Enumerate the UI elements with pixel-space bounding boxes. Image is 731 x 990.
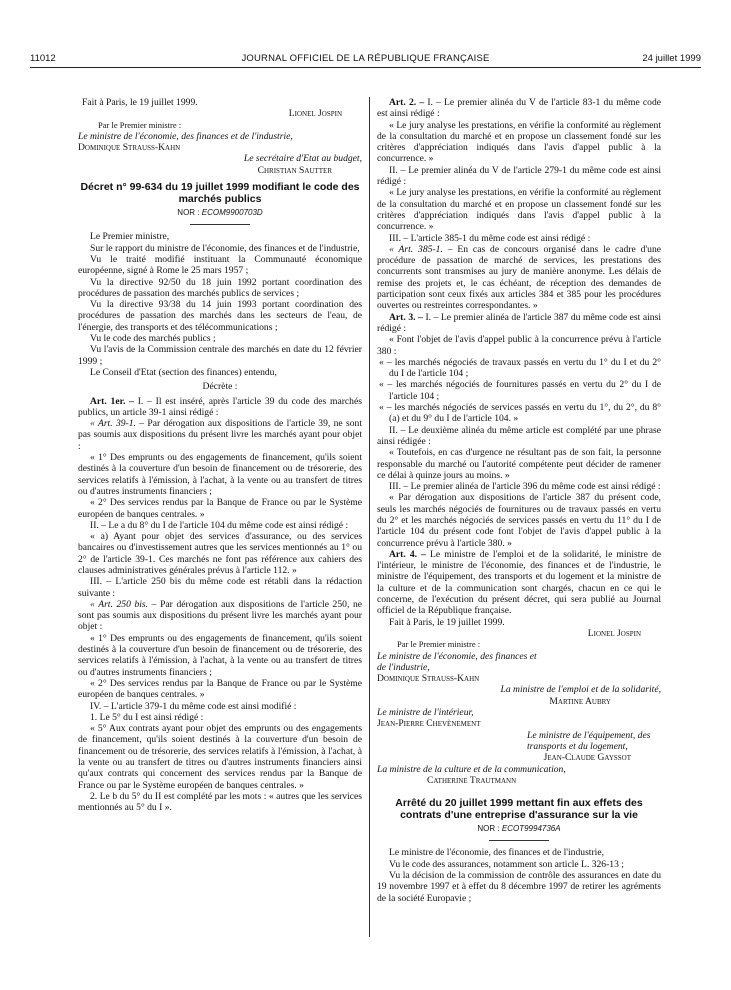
art3-bullet: « – les marchés négociés de services passés en vertu du 1°, du 2°, du 8° (a) et du 9° du I de l'article 104. » <box>379 402 661 425</box>
arrete-visa-line: Le ministre de l'économie, des finances et de l'industrie, <box>389 847 604 859</box>
art1-ii-quote: « a) Ayant pour objet des services d'assurance, ou des services bancaires ou d'investissement autres que les services mentionnés au 1° ou 2° de l'article 39-1. Ces marchés ne font pas référence aux cahiers des clauses administratives générales prévus à l'article 112. » <box>78 531 362 576</box>
art3-i: Art. 3. – I. – Le premier alinéa de l'article 387 du même code est ainsi rédigé : <box>377 311 661 334</box>
fait-a-paris: Fait à Paris, le 19 juillet 1999. <box>82 97 198 108</box>
arrete-visa-line: Vu la décision de la commission de contrôle des assurances en date du 19 novembre 1997 et à effet du 8 décembre 1997 de retirer les agréments de la société Europavie ; <box>377 870 661 904</box>
art1-ii: II. – Le a du 8° du I de l'article 104 du même code est ainsi rédigé : <box>90 519 349 531</box>
art3-i-quote: « Font l'objet de l'avis d'appel public à la concurrence prévu à l'article 380 : <box>377 334 661 357</box>
left-column <box>78 97 362 814</box>
page-header <box>30 53 701 68</box>
visa-line: Le Conseil d'Etat (section des finances) entendu, <box>90 366 277 378</box>
art250bis-p2: « 2° Des services rendus par la Banque de France ou par le Système européen de banques centrales. » <box>78 677 362 701</box>
art2-i: Art. 2. – I. – Le premier alinéa du V de l'article 83-1 du même code est ainsi rédigé : <box>377 97 661 120</box>
signer-pm: Lionel Jospin <box>587 627 641 639</box>
min-int-name: Jean-Pierre Chevènement <box>377 718 481 730</box>
page-number: 11012 <box>30 53 56 64</box>
art3-iii: III. – Le premier alinéa de l'article 396 du même code est ainsi rédigé : <box>389 481 661 493</box>
secr-name: Christian Sautter <box>257 164 332 176</box>
min-culture-name: Catherine Trautmann <box>427 774 517 786</box>
art250bis-p1: « 1° Des emprunts ou des engagements de financement, qu'ils soient destinés à la couverture d'un besoin de financement ou de trésorerie, des services relatifs à l'émission, à l'achat, à la vente ou au transfert de titres ou d'autres instruments financiers ; <box>78 632 362 678</box>
decrete: Décrète : <box>202 381 238 393</box>
art3-bullet: « – les marchés négociés de travaux passés en vertu du 1° du I et du 2° du I de l'article 104 ; <box>379 356 661 380</box>
art1-iv-1: 1. Le 5° du I est ainsi rédigé : <box>90 711 204 723</box>
art2-ii: II. – Le premier alinéa du V de l'article 279-1 du même code est ainsi rédigé : <box>377 164 661 188</box>
art1-iii: III. – L'article 250 bis du même code est rétabli dans la rédaction suivante : <box>78 576 362 599</box>
art2-iii: III. – L'article 385-1 du même code est ainsi rédigé : <box>389 232 591 244</box>
visa-line: Vu le traité modifié instituant la Communauté économique européenne, signé à Rome le 25 mars 1957 ; <box>78 253 362 277</box>
min-emploi-name: Martine Aubry <box>549 695 611 707</box>
secr-title: Le secrétaire d'Etat au budget, <box>243 153 362 165</box>
art1-iv-quote: « 5° Aux contrats ayant pour objet des emprunts ou des engagements de financement, qu'ils soient destinés à la couverture d'un besoin de financement ou de trésorerie, des services relatifs à l'émission, à l'achat, à la vente ou au transfert de titres ou d'autres instruments financiers ainsi qu'aux contrats qui concernent des services rendus par la Banque de France ou par le Système européen de banques centrales. » <box>78 723 362 791</box>
journal-title: JOURNAL OFFICIEL DE LA RÉPUBLIQUE FRANÇAISE <box>241 53 490 64</box>
right-column <box>377 97 661 904</box>
par-le-premier-ministre: Par le Premier ministre : <box>98 119 182 130</box>
arrete-nor: NOR : ECOT9994736A <box>477 824 561 834</box>
min-equip-title: Le ministre de l'équipement, des transports et du logement, <box>527 729 651 752</box>
art3-iii-quote: « Par dérogation aux dispositions de l'article 387 du présent code, seuls les marchés négociés de fournitures ou de travaux passés en vertu du 2° et les marchés négociés de services passés en vertu du 11° du I de l'article 104 du présent code font l'objet de l'avis d'appel public à la concurrence prévu à l'article 380. » <box>377 492 661 549</box>
visa-line: Sur le rapport du ministre de l'économie, des finances et de l'industrie, <box>90 242 360 254</box>
visa-line: Vu la directive 92/50 du 18 juin 1992 portant coordination des procédures de passation des marchés publics de services ; <box>78 276 362 299</box>
art1-iv-2: 2. Le b du 5° du II est complété par les mots : « autres que les services mentionnés au 5° du I ». <box>78 790 362 814</box>
fait-a-paris: Fait à Paris, le 19 juillet 1999. <box>389 616 505 628</box>
art250bis: « Art. 250 bis. – Par dérogation aux dispositions de l'article 250, ne sont pas soumis aux dispositions du présent livre les marchés ayant pour objet : <box>78 598 363 633</box>
column-divider <box>369 97 370 937</box>
issue-date: 24 juillet 1999 <box>642 53 701 64</box>
min-equip-name: Jean-Claude Gayssot <box>543 752 631 764</box>
title-rule <box>489 840 549 841</box>
decret-title: Décret n° 99-634 du 19 juillet 1999 modifiant le code des marchés publics <box>80 181 360 205</box>
visa-line: Vu le code des marchés publics ; <box>90 333 216 345</box>
visa-line: Le Premier ministre, <box>90 231 170 243</box>
art3-ii-quote: « Toutefois, en cas d'urgence ne résultant pas de son fait, la personne responsable du marché ou l'autorité compétente peut décider de ramener ce délai à quinze jours au moins. » <box>377 447 661 481</box>
art4: Art. 4. – Le ministre de l'emploi et de la solidarité, le ministre de l'intérieur, le ministre de l'économie, des finances et de l'industrie, le ministre de l'équipement, des transports et du logement et la ministre de la culture et de la communication sont chargés, chacun en ce qui le concerne, de l'exécution du présent décret, qui sera publié au Journal officiel de la République française. <box>377 548 661 617</box>
arrete-title: Arrêté du 20 juillet 1999 mettant fin aux effets des contrats d'une entreprise d'assurance sur la vie <box>395 797 643 821</box>
par-le-premier-ministre: Par le Premier ministre : <box>397 639 481 650</box>
art2-i-quote: « Le jury analyse les prestations, en vérifie la conformité au règlement de la consultation du marché et en propose un classement fondé sur les critères d'appréciation indiqués dans l'avis d'appel public à la concurrence. » <box>377 119 661 165</box>
art39-1: « Art. 39-1. – Par dérogation aux dispositions de l'article 39, ne sont pas soumis aux dispositions du présent livre les marchés ayant pour objet : <box>78 418 363 452</box>
art3-ii: II. – Le deuxième alinéa du même article est complété par une phrase ainsi rédigée : <box>377 424 661 447</box>
min-eco-title: Le ministre de l'économie, des finances et de l'industrie, <box>78 130 293 142</box>
visa-line: Vu la directive 93/38 du 14 juin 1993 portant coordination des procédures de passation des marchés dans les secteurs de l'eau, de l'énergie, des transports et des télécommunications ; <box>78 299 362 333</box>
decret-nor: NOR : ECOM9900703D <box>177 208 263 218</box>
title-rule <box>190 224 250 225</box>
art39-1-p2: « 2° Des services rendus par la Banque de France ou par le Système européen de banques centrales. » <box>78 497 362 520</box>
min-int-title: Le ministre de l'intérieur, <box>377 707 474 719</box>
art39-1-p1: « 1° Des emprunts ou des engagements de financement, qu'ils soient destinés à la couverture d'un besoin de financement ou de trésorerie, des services relatifs à l'émission, à l'achat, à la vente ou au transfert de titres ou d'autres instruments financiers ; <box>78 452 362 497</box>
min-emploi-title: La ministre de l'emploi et de la solidarité, <box>500 684 661 696</box>
arrete-visa-line: Vu le code des assurances, notamment son article L. 326-13 ; <box>389 858 624 870</box>
min-culture-title: La ministre de la culture et de la communication, <box>377 763 566 775</box>
art3-bullet: « – les marchés négociés de fournitures passés en vertu du 2° du I de l'article 104 ; <box>379 379 661 402</box>
min-eco-title: Le ministre de l'économie, des finances et de l'industrie, <box>377 650 537 673</box>
art1-iv: IV. – L'article 379-1 du même code est ainsi modifié : <box>90 700 297 712</box>
art2-ii-quote: « Le jury analyse les prestations, en vérifie la conformité au règlement de la consultation du marché et en propose un classement fondé sur les critères d'appréciation indiqués dans l'avis d'appel public à la concurrence. » <box>377 187 661 233</box>
art1-i: Art. 1er. – I. – Il est inséré, après l'article 39 du code des marchés publics, un article 39-1 ainsi rédigé : <box>78 395 362 418</box>
min-eco-name: Dominique Strauss-Kahn <box>78 142 181 154</box>
art385-1: « Art. 385-1. – En cas de concours organisé dans le cadre d'une procédure de passation de marché de services, les prestations des concurrents sont transmises au jury de manière anonyme. Les délais de remise des projets et, le cas échéant, de réception des demandes de participation sont ceux fixés aux articles 384 et 385 pour les procédures ouvertes ou restreintes correspondantes. » <box>377 243 661 312</box>
signer-pm: Lionel Jospin <box>288 108 342 120</box>
visa-line: Vu l'avis de la Commission centrale des marchés en date du 12 février 1999 ; <box>78 344 362 367</box>
min-eco-name: Dominique Strauss-Kahn <box>377 673 480 685</box>
